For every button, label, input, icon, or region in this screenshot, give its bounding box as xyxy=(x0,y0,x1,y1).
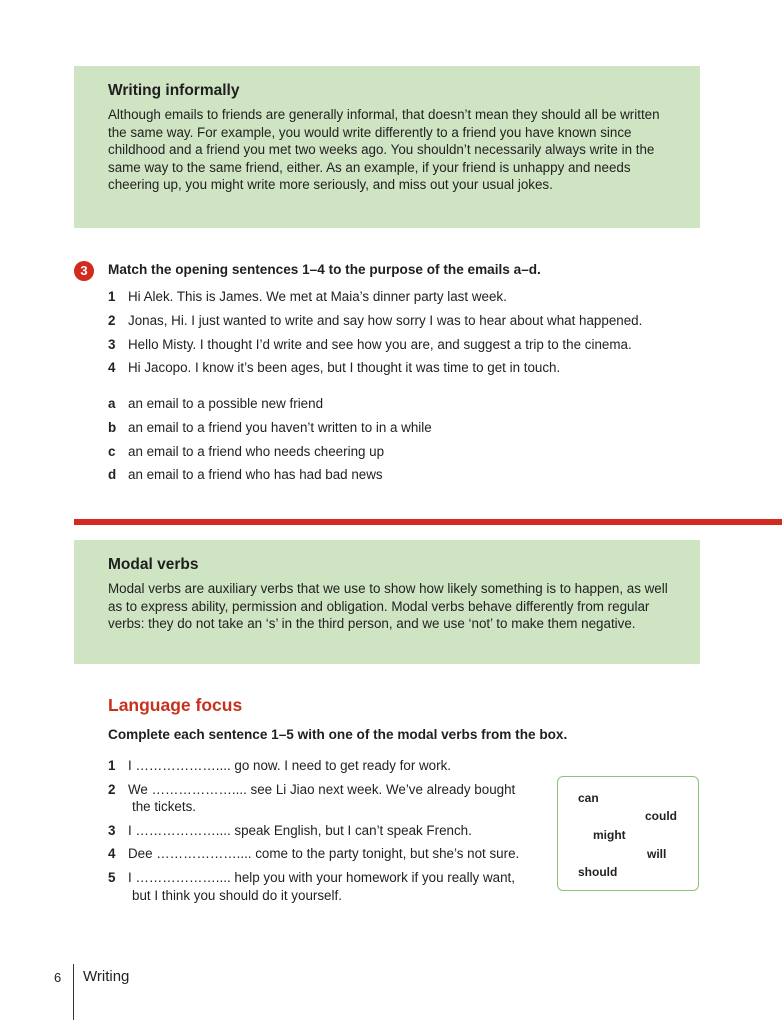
word-can: can xyxy=(578,791,599,805)
list-item: 5 I ……………….... help you with your homework if you really want, but I think you should do it yourself. xyxy=(108,869,515,903)
section-divider xyxy=(74,519,782,525)
page-number: 6 xyxy=(54,970,62,985)
footer-section-title: Writing xyxy=(83,968,130,985)
list-item: 1 I ……………….... go now. I need to get ready for work. xyxy=(108,758,451,773)
list-item: b an email to a friend you haven’t written to in a while xyxy=(108,419,432,435)
list-item: 2 Jonas, Hi. I just wanted to write and say how sorry I was to hear about what happened. xyxy=(108,312,643,328)
exercise-number-badge: 3 xyxy=(74,261,94,281)
writing-informally-title: Writing informally xyxy=(108,82,240,99)
email-purposes-list xyxy=(108,394,432,489)
list-item: 3 I ……………….... speak English, but I can’t speak French. xyxy=(108,822,472,838)
list-item: 3 Hello Misty. I thought I’d write and see how you are, and suggest a trip to the cinema. xyxy=(108,336,632,352)
list-item: c an email to a friend who needs cheering up xyxy=(108,443,385,459)
writing-informally-box xyxy=(74,66,700,228)
language-focus-instruction: Complete each sentence 1–5 with one of the modal verbs from the box. xyxy=(108,727,568,742)
modal-verbs-body: Modal verbs are auxiliary verbs that we use to show how likely something is to happen, as well as to express ability, permission and obligation. Modal verbs behave differently from regular verbs: they do not take an ‘s’ in the third person, and we use ‘not’ to make them negative. xyxy=(108,581,668,632)
exercise-instruction: Match the opening sentences 1–4 to the purpose of the emails a–d. xyxy=(108,262,541,277)
gap-fill-list xyxy=(108,757,528,910)
list-item: d an email to a friend who has had bad news xyxy=(108,467,383,483)
list-item: 2 We ……………….... see Li Jiao next week. We’ve already bought the tickets. xyxy=(108,781,516,815)
word-should: should xyxy=(578,865,618,879)
opening-sentences-list xyxy=(108,287,642,382)
writing-informally-body: Although emails to friends are generally informal, that doesn’t mean they should all be written the same way. For example, you would write differently to a friend you have known since childhood and a friend you met two weeks ago. You shouldn’t necessarily always write in the same way to the same friend, either. As an example, if your friend is unhappy and needs cheering up, you might write more seriously, and miss out your usual jokes. xyxy=(108,107,660,193)
list-item: 1 Hi Alek. This is James. We met at Maia’s dinner party last week. xyxy=(108,289,507,304)
list-item: 4 Hi Jacopo. I know it’s been ages, but I thought it was time to get in touch. xyxy=(108,360,561,376)
footer-divider xyxy=(73,964,74,1020)
modal-word-box xyxy=(557,776,699,891)
word-could: could xyxy=(645,809,677,823)
modal-verbs-box xyxy=(74,540,700,664)
language-focus-title: Language focus xyxy=(108,695,243,715)
modal-verbs-title: Modal verbs xyxy=(108,556,199,573)
word-might: might xyxy=(593,828,626,842)
word-will: will xyxy=(647,847,667,861)
list-item: 4 Dee ……………….... come to the party tonight, but she’s not sure. xyxy=(108,846,520,862)
list-item: a an email to a possible new friend xyxy=(108,396,324,411)
